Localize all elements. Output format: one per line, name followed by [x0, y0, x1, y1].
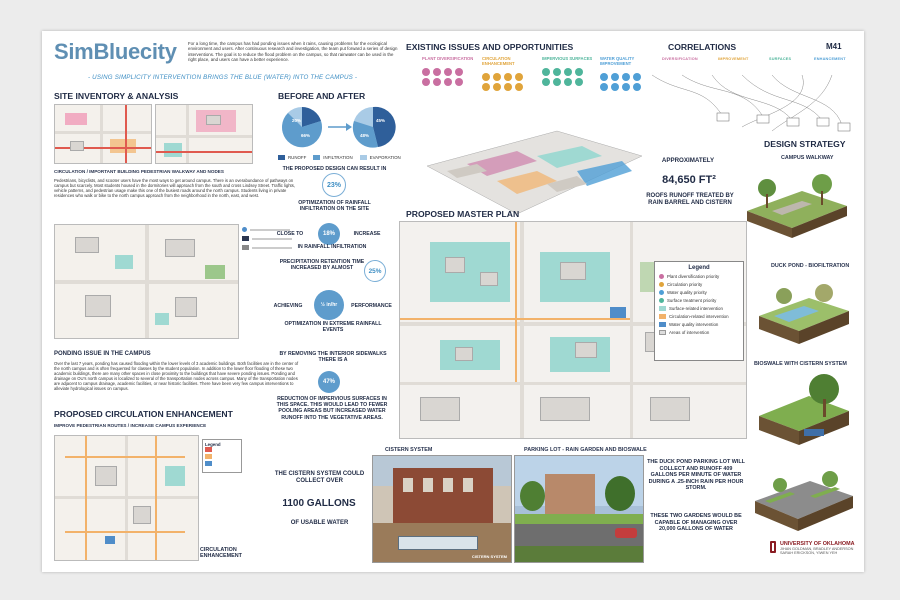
- circulation-subtitle: IMPROVE PEDESTRIAN ROUTES / INCREASE CAMPUS EXPERIENCE: [54, 423, 207, 428]
- poster-code: M41: [826, 42, 842, 51]
- legend-areas: Areas of intervention: [659, 330, 739, 335]
- legend-plant-priority: Plant diversification priority: [659, 274, 739, 279]
- stat3-pre: PRECIPITATION RETENTION TIME INCREASED BY ALMOST: [279, 259, 365, 271]
- correlation-enhancement: ENHANCEMENT: [814, 57, 846, 61]
- issue-col-water-quality: WATER QUALITY IMPROVEMENT: [600, 57, 657, 91]
- roof-approx: APPROXIMATELY: [661, 157, 715, 164]
- master-plan-title: PROPOSED MASTER PLAN: [406, 209, 520, 219]
- stat2-mid: INCREASE: [353, 231, 381, 237]
- stat2-pre: CLOSE TO: [276, 231, 304, 237]
- legend-infiltration: INFILTRATION: [313, 155, 352, 160]
- correlation-diagram: [642, 65, 857, 145]
- stat3-value: 25%: [364, 260, 386, 282]
- team-names-1: JIHAN GOLDMAN, BRADLEY ANDERSON: [780, 547, 854, 551]
- team-names-2: SARAH ERICKSON, YIWEN YEH: [780, 551, 838, 555]
- logo: SimBluecity: [54, 39, 177, 64]
- circulation-legend-title: Legend: [205, 442, 221, 447]
- stat1-post: OPTIMIZATION OF RAINFALL INFILTRATION ON THE SITE: [298, 200, 371, 212]
- tagline: - USING SIMPLICITY INTERVENTION BRINGS THE BLUE (WATER) INTO THE CAMPUS -: [88, 74, 358, 81]
- site-inventory-title: SITE INVENTORY & ANALYSIS: [54, 91, 179, 101]
- stat5-value: 47%: [318, 371, 340, 393]
- legend-surface-priority: Surface treatment priority: [659, 298, 739, 303]
- before-after-pies: [278, 101, 398, 151]
- circulation-text: Pedestrians, bicyclists, and scooter users have the most ways to get around campus. There is an overabundance of pathways on campus but scarcely. Most students housed in the dormitories will approach from the south and cross Lindsey Street. Traffic lights, vehicle patterns, and pedestrian usage make this one of the busiest roads around the north campus. Students living in private residences who walk or bike to the north campus approach from the neighborhood in the north, east, and west.: [54, 178, 295, 198]
- stat4-mid: PERFORMANCE: [351, 303, 392, 309]
- design-strategy-title: DESIGN STRATEGY: [764, 139, 846, 149]
- parking-render: [750, 461, 858, 536]
- stat2-post: IN RAINFALL INFILTRATION: [297, 244, 367, 250]
- legend-water-intervention: Water quality intervention: [659, 322, 739, 327]
- legend-circulation-intervention: Circulation-related intervention: [659, 314, 739, 319]
- master-plan-legend-title: Legend: [688, 265, 710, 271]
- campus-walkway-render: [742, 166, 852, 241]
- campus-walkway-label: CAMPUS WALKWAY: [781, 155, 834, 161]
- legend-evaporation: EVAPORATION: [360, 155, 401, 160]
- before-runoff-label: 20%: [292, 118, 302, 123]
- parking-title: PARKING LOT - RAIN GARDEN AND BIOSWALE: [524, 447, 647, 453]
- after-pie: [353, 107, 396, 148]
- circulation-label: CIRCULATION / IMPORTANT BUILDING PEDESTRIAN WALKWAY AND NODES: [54, 169, 224, 174]
- bioswale-label: BIOSWALE WITH CISTERN SYSTEM: [754, 361, 847, 367]
- site-map-right: [155, 104, 253, 164]
- correlation-improvement: IMPROVEMENT: [718, 57, 749, 61]
- stat4-value: ½ in/hr: [314, 290, 344, 320]
- parking-photo: [514, 455, 644, 563]
- cistern-caption: CISTERN SYSTEM: [471, 554, 507, 559]
- circulation-enhancement-label: CIRCULATION ENHANCEMENT: [200, 547, 242, 559]
- duck-pond-text-2: THESE TWO GARDENS WOULD BE CAPABLE OF MANAGING OVER 20,000 GALLONS OF WATER: [650, 513, 742, 533]
- ponding-title: PONDING ISSUE IN THE CAMPUS: [54, 351, 151, 357]
- bioswale-render: [754, 371, 854, 449]
- issue-col-impervious: IMPERVIOUS SURFACES: [542, 57, 599, 86]
- circulation-title: PROPOSED CIRCULATION ENHANCEMENT: [54, 409, 233, 419]
- issue-col-circulation: CIRCULATION ENHANCEMENT: [482, 57, 539, 91]
- university-name: UNIVERSITY OF OKLAHOMA: [780, 541, 855, 547]
- intro-text: For a long time, the campus has had ponding issues when it rains, causing problems for the ecological environment and users. After continuous research and investigation, the team put forward a series of design interventions. The goal is to reduce the flood problem on the campus, so that rainwater can be used in the right place, and users can have a better experience.: [188, 41, 398, 62]
- legend-circulation-priority: Circulation priority: [659, 282, 739, 287]
- duck-pond-render: [754, 276, 854, 351]
- stat4-pre: ACHIEVING: [273, 303, 303, 309]
- duck-pond-label: DUCK POND - BIOFILTRATION: [771, 263, 850, 269]
- cistern-stat-post: OF USABLE WATER: [290, 520, 349, 526]
- cistern-photo: [372, 455, 512, 563]
- stat2-value: 18%: [318, 223, 340, 245]
- stat5-pre: BY REMOVING THE INTERIOR SIDEWALKS THERE IS A: [279, 351, 387, 363]
- stat4-post: OPTIMIZATION IN EXTREME RAINFALL EVENTS: [284, 321, 382, 333]
- site-map-left: [54, 104, 152, 164]
- legend-water-priority: Water quality priority: [659, 290, 739, 295]
- after-infiltration-label: 48%: [360, 133, 370, 138]
- stat1-pre: THE PROPOSED DESIGN CAN RESULT IN: [282, 166, 387, 172]
- circulation-legend: [202, 439, 242, 473]
- before-after-title: BEFORE AND AFTER: [278, 91, 366, 101]
- ou-logo-icon: [769, 541, 777, 553]
- before-pie: [282, 107, 322, 147]
- issues-title: EXISTING ISSUES AND OPPORTUNITIES: [406, 42, 574, 52]
- credits: [769, 541, 854, 555]
- roof-value: 84,650 FT²: [662, 174, 716, 186]
- circulation-map: [54, 435, 199, 561]
- duck-pond-text-1: THE DUCK POND PARKING LOT WILL COLLECT AND RUNOFF 409 GALLONS PER MINUTE OF WATER DURING A .25-INCH RAIN PER HOUR STORM.: [647, 459, 745, 492]
- cistern-stat-pre: THE CISTERN SYSTEM COULD COLLECT OVER: [274, 471, 365, 484]
- site-3d-model: [407, 126, 647, 216]
- before-infiltration-label: 66%: [301, 133, 311, 138]
- stat1-value: 23%: [322, 173, 346, 197]
- ponding-map: [54, 224, 239, 339]
- correlation-diversification: DIVERSIFICATION: [662, 57, 698, 61]
- cistern-stat-value: 1100 GALLONS: [282, 498, 356, 509]
- legend-surface-intervention: Surface-related intervention: [659, 306, 739, 311]
- cistern-title: CISTERN SYSTEM: [385, 447, 433, 453]
- master-plan-legend: [654, 261, 744, 361]
- before-after-legend: [278, 155, 401, 160]
- stat5-post: REDUCTION OF IMPERVIOUS SURFACES IN THIS SPACE. THIS WOULD LEAD TO FEWER POOLING AREAS BUT INCREASED WATER RUNOFF INTO THE VEGETATIVE AREAS.: [276, 396, 388, 421]
- correlations-title: CORRELATIONS: [668, 42, 737, 52]
- ponding-text: Over the last 7 years, ponding has caused flooding within the lower levels of 3 academic buildings. Both facilities are in the center of the north campus and is often frequented for classes by the student population. In addition to the lower floor flooding of these two academic buildings, there are many other spaces in close proximity to the buildings that have severe ponding issues. Ponding and drainage on OU's north campus is localized to several of the transportation nodes across campus. Many of the transportation nodes are adjacent to campus drainage, academic facilities, or near historic facilities. There have been very few campus interventions to alleviate hydrological issues on campus.: [54, 361, 299, 391]
- issue-col-plant: PLANT DIVERSIFICATION: [422, 57, 479, 86]
- legend-runoff: RUNOFF: [278, 155, 306, 160]
- roof-text: ROOFS RUNOFF TREATED BY RAIN BARREL AND CISTERN: [646, 193, 734, 206]
- after-runoff-label: 45%: [376, 118, 386, 123]
- correlation-surfaces: SURFACES: [769, 57, 792, 61]
- poster: [42, 31, 864, 572]
